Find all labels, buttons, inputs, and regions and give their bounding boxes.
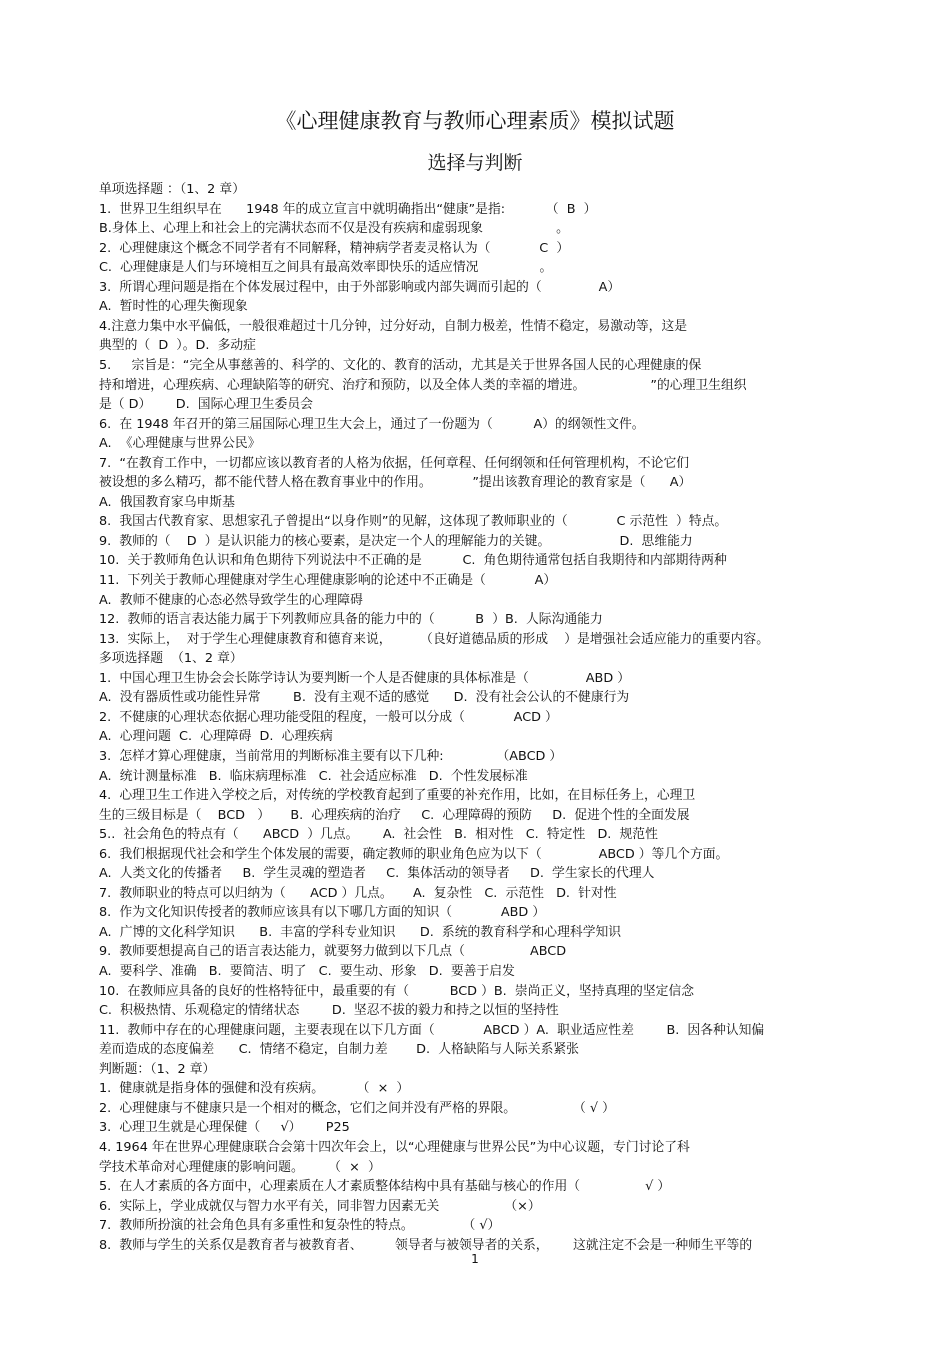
text-line: B.身体上、心理上和社会上的完满状态而不仅是没有疾病和虚弱现象 。 (99, 221, 569, 237)
text-line: 9. 教师的（ D ）是认识能力的核心要素，是决定一个人的理解能力的关键。 D. 思维能力 (99, 533, 693, 549)
text-line: A. 心理问题 C. 心理障碍 D. 心理疾病 (99, 729, 333, 745)
text-line: 4. 1964 年在世界心理健康联合会第十四次年会上，以“心理健康与世界公民”为中心议题，专门讨论了科 (99, 1139, 690, 1155)
text-line: 3. 所谓心理问题是指在个体发展过程中，由于外部影响或内部失调而引起的（ A） (99, 279, 621, 295)
text-line: A. 没有器质性或功能性异常 B. 没有主观不适的感觉 D. 没有社会公认的不健康行为 (99, 690, 630, 706)
text-line: A. 教师不健康的心态必然导致学生的心理障碍 (99, 592, 363, 608)
text-line: 多项选择题 （1、2 章） (99, 651, 243, 667)
text-line: C. 心理健康是人们与环境相互之间具有最高效率即快乐的适应情况 。 (99, 260, 553, 276)
text-line: 2. 不健康的心理状态依据心理功能受阻的程度，一般可以分成（ ACD ） (99, 709, 558, 725)
document-title: 《心理健康教育与教师心理素质》模拟试题 (275, 109, 675, 133)
text-line: 1. 世界卫生组织早在 1948 年的成立宣言中就明确指出“健康”是指: （ B ） (99, 201, 597, 217)
text-line: 11. 下列关于教师心理健康对学生心理健康影响的论述中不正确是（ A） (99, 573, 557, 588)
text-line: 5.. 社会角色的特点有（ ABCD ）几点。 A. 社会性 B. 相对性 C. 特定性 D. 规范性 (99, 827, 658, 843)
text-line: 10. 关于教师角色认识和角色期待下列说法中不正确的是 C. 角色期待通常包括自我期待和内部期待两种 (99, 553, 727, 569)
text-line: 11. 教师中存在的心理健康问题，主要表现在以下几方面（ ABCD ）A. 职业适应性差 B. 因各种认知偏 (99, 1022, 765, 1038)
text-line: 8. 教师与学生的关系仅是教育者与被教育者、 领导者与被领导者的关系， 这就注定不会是一种师生平等的 (99, 1237, 753, 1253)
text-line: 被设想的多么精巧，都不能代替人格在教育事业中的作用。 ”提出该教育理论的教育家是（ A） (99, 475, 692, 491)
text-line: A. 俄国教育家乌申斯基 (99, 494, 235, 510)
text-line: 3. 心理卫生就是心理保健（ √） P25 (99, 1120, 350, 1136)
text-line: 7. 教师职业的特点可以归纳为（ ACD ）几点。 A. 复杂性 C. 示范性 D. 针对性 (99, 885, 617, 901)
text-line: 7. “在教育工作中，一切都应该以教育者的人格为依据，任何章程、任何纲领和任何管理机构，不论它们 (99, 455, 690, 471)
text-line: 3. 怎样才算心理健康，当前常用的判断标准主要有以下几种: （ABCD ） (99, 748, 563, 764)
text-line: 2. 心理健康这个概念不同学者有不同解释，精神病学者麦灵格认为（ C ） (99, 240, 570, 256)
text-line: A. 暂时性的心理失衡现象 (99, 299, 248, 315)
text-line: 7. 教师所扮演的社会角色具有多重性和复杂性的特点。 （ √） (99, 1218, 501, 1234)
text-line: 12. 教师的语言表达能力属于下列教师应具备的能力中的（ B ）B. 人际沟通能力 (99, 612, 603, 628)
text-line: 典型的（ D ）。D. 多动症 (99, 338, 256, 354)
text-line: A. 人类文化的传播者 B. 学生灵魂的塑造者 C. 集体活动的领导者 D. 学生家长的代理人 (99, 866, 655, 882)
text-line: 4. 心理卫生工作进入学校之后，对传统的学校教育起到了重要的补充作用，比如，在目标任务上，心理卫 (99, 788, 696, 804)
text-line: 2. 心理健康与不健康只是一个相对的概念，它们之间并没有严格的界限。 （ √ ） (99, 1100, 615, 1116)
text-line: 5. 在人才素质的各方面中，心理素质在人才素质整体结构中具有基础与核心的作用（ √ ） (99, 1179, 671, 1195)
text-line: 5. 宗旨是：“完全从事慈善的、科学的、文化的、教育的活动，尤其是关于世界各国人民的心理健康的保 (99, 357, 702, 373)
text-line: C. 积极热情、乐观稳定的情绪状态 D. 坚忍不拔的毅力和持之以恒的坚持性 (99, 1003, 559, 1019)
text-line: 学技术革命对心理健康的影响问题。 （ × ） (99, 1159, 381, 1175)
text-line: 持和增进，心理疾病、心理缺陷等的研究、治疗和预防，以及全体人类的幸福的增进。 ”的心理卫生组织 (99, 377, 747, 393)
text-line: 1. 中国心理卫生协会会长陈学诗认为要判断一个人是否健康的具体标准是（ ABD ） (99, 670, 631, 686)
text-line: 判断题：（1、2 章） (99, 1061, 216, 1077)
text-line: 6. 在 1948 年召开的第三届国际心理卫生大会上，通过了一份题为（ A）的纲领性文件。 (99, 416, 645, 432)
text-line: 差而造成的态度偏差 C. 情绪不稳定，自制力差 D. 人格缺陷与人际关系紧张 (99, 1042, 579, 1058)
text-line: A. 《心理健康与世界公民》 (99, 436, 261, 452)
page-number: 1 (471, 1252, 479, 1266)
document-subtitle: 选择与判断 (427, 152, 523, 174)
text-line: 10. 在教师应具备的良好的性格特征中，最重要的有（ BCD ）B. 崇尚正义，坚持真理的坚定信念 (99, 983, 695, 999)
text-line: 生的三级目标是（ BCD ） B. 心理疾病的治疗 C. 心理障碍的预防 D. 促进个性的全面发展 (99, 807, 690, 823)
text-line: A. 统计测量标准 B. 临床病理标准 C. 社会适应标准 D. 个性发展标准 (99, 768, 528, 784)
text-line: 6. 实际上，学业成就仅与智力水平有关，同非智力因素无关 （×） (99, 1198, 541, 1214)
text-line: 9. 教师要想提高自己的语言表达能力，就要努力做到以下几点（ ABCD (99, 944, 567, 960)
text-line: 8. 作为文化知识传授者的教师应该具有以下哪几方面的知识（ ABD ） (99, 905, 546, 921)
text-line: 13. 实际上， 对于学生心理健康教育和德育来说， （良好道德品质的形成 ）是增强社会适应能力的重要内容。 (99, 631, 770, 647)
text-line: 单项选择题 ：（1、2 章） (99, 182, 245, 197)
text-line: 8. 我国古代教育家、思想家孔子曾提出“以身作则”的见解，这体现了教师职业的（ C 示范性 ）特点。 (99, 514, 728, 530)
text-line: A. 要科学、准确 B. 要简洁、明了 C. 要生动、形象 D. 要善于启发 (99, 964, 515, 979)
text-line: A. 广博的文化科学知识 B. 丰富的学科专业知识 D. 系统的教育科学和心理科学知识 (99, 924, 622, 940)
text-line: 6. 我们根据现代社会和学生个体发展的需要，确定教师的职业角色应为以下（ ABCD ）等几个方面。 (99, 846, 729, 862)
text-line: 4.注意力集中水平偏低，一般很难超过十几分钟，过分好动，自制力极差，性情不稳定，易激动等，这是 (99, 318, 688, 334)
text-line: 1. 健康就是指身体的强健和没有疾病。 （ × ） (99, 1081, 410, 1097)
text-line: 是（ D） D. 国际心理卫生委员会 (99, 397, 313, 413)
